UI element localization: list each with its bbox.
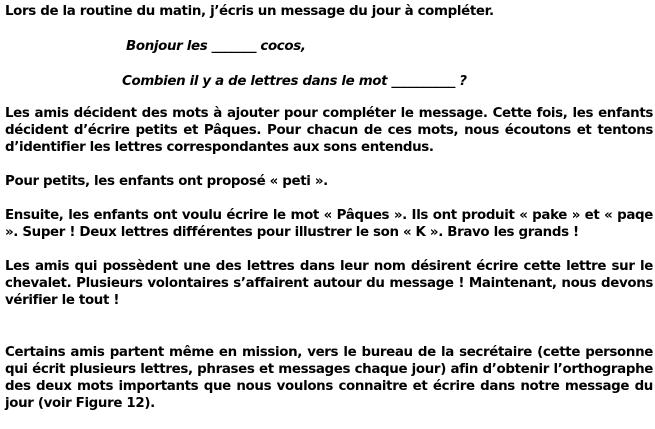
- paragraph-word-choice: Les amis décident des mots à ajouter pour compléter le message. Cette fois, les enfants décident d’écrire petits et Pâques. Pour chacun de ces mots, nous écoutons et tentons d’identifier les lettres correspondantes aux sons entendus.: [5, 106, 653, 155]
- message-line-greeting: Bonjour les _______ cocos,: [126, 39, 306, 54]
- paragraph-paques: Ensuite, les enfants ont voulu écrire le mot « Pâques ». Ils ont produit « pake » et « paqe ». Super ! Deux lettres différentes pour illustrer le son « K ». Bravo les grands !: [5, 208, 653, 240]
- paragraph-petits: Pour petits, les enfants ont proposé « peti ».: [5, 174, 328, 189]
- message-line-question: Combien il y a de lettres dans le mot __________ ?: [122, 74, 467, 89]
- paragraph-mission: Certains amis partent même en mission, vers le bureau de la secrétaire (cette personne qui écrit plusieurs lettres, phrases et messages chaque jour) afin d’obtenir l’orthographe des deux mots importants que nous voulons connaitre et écrire dans notre message du jour (voir Figure 12).: [5, 345, 653, 411]
- document-page: [5, 3, 653, 429]
- intro-sentence: Lors de la routine du matin, j’écris un message du jour à compléter.: [5, 4, 494, 19]
- paragraph-volunteers: Les amis qui possèdent une des lettres dans leur nom désirent écrire cette lettre sur le chevalet. Plusieurs volontaires s’affairent autour du message ! Maintenant, nous devons vérifier le tout !: [5, 259, 653, 308]
